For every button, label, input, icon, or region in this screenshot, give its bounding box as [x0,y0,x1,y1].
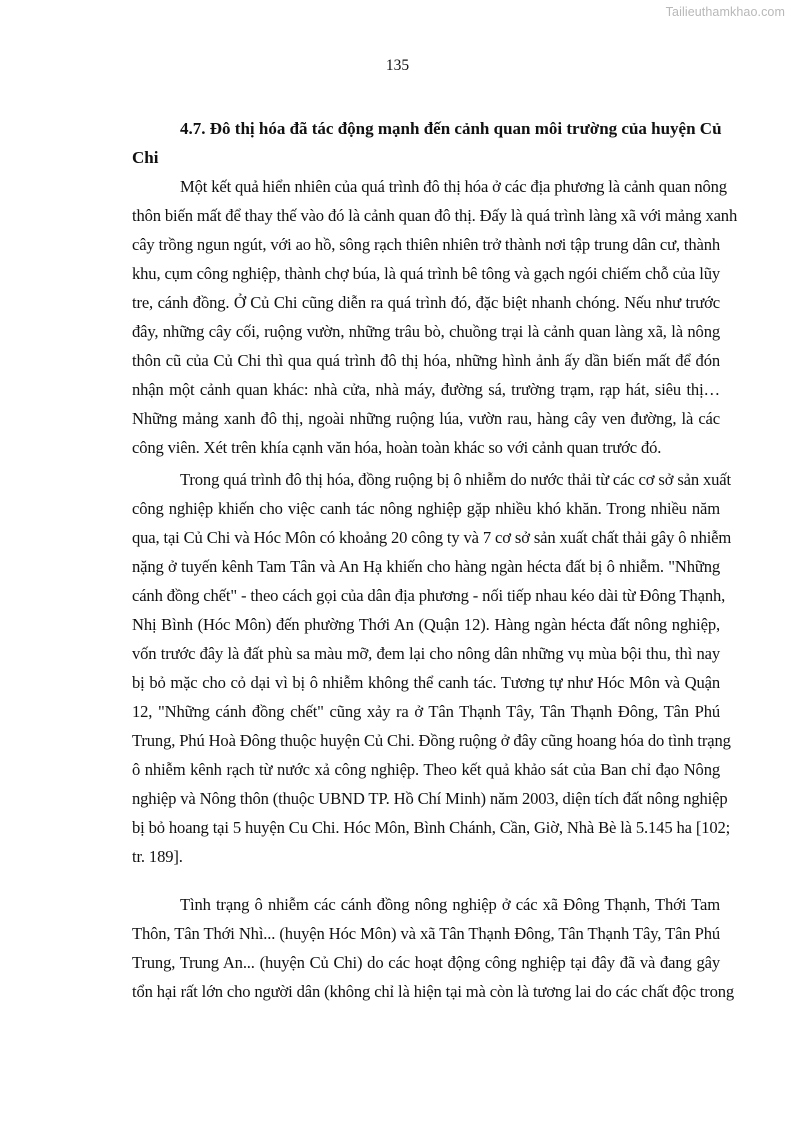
text-line: nhận một cảnh quan khác: nhà cửa, nhà máy, đường sá, trường trạm, rạp hát, siêu thị… [132,380,720,399]
text-line: thôn biến mất để thay thế vào đó là cảnh quan đô thị. Đấy là quá trình làng xã với mảng xanh [132,206,738,225]
text-line: vốn trước đây là đất phù sa màu mỡ, đem lại cho nông dân những vụ mùa bội thu, thì nay [132,644,720,663]
text-line: tổn hại rất lớn cho người dân (không chỉ là hiện tại mà còn là tương lai do các chất độc trong [132,982,735,1001]
text-line: Trung, Phú Hoà Đông thuộc huyện Củ Chi. Đồng ruộng ở đây cũng hoang hóa do tình trạng [132,731,731,750]
watermark: Tailieuthamkhao.com [665,5,785,19]
heading-line: Chi [132,148,159,167]
text-line: nghiệp và Nông thôn (thuộc UBND TP. Hồ Chí Minh) năm 2003, diện tích đất nông nghiệp [132,789,728,808]
text-line: Nhị Bình (Hóc Môn) đến phường Thới An (Quận 12). Hàng ngàn hécta đất nông nghiệp, [132,615,720,634]
text-line: bị bỏ mặc cho cỏ dại vì bị ô nhiễm không thể canh tác. Tương tự như Hóc Môn và Quận [132,673,720,692]
text-line: công nghiệp khiến cho việc canh tác nông nghiệp gặp nhiều khó khăn. Trong nhiều năm [132,499,720,518]
text-line: bị bỏ hoang tại 5 huyện Cu Chi. Hóc Môn, Bình Chánh, Cần, Giờ, Nhà Bè là 5.145 ha [102; [132,818,731,837]
text-line: Một kết quả hiển nhiên của quá trình đô thị hóa ở các địa phương là cảnh quan nông [180,177,727,196]
text-line: ô nhiễm kênh rạch từ nước xả công nghiệp. Theo kết quả khảo sát của Ban chỉ đạo Nông [132,760,720,779]
text-line: tre, cánh đồng. Ở Củ Chi cũng diễn ra quá trình đó, đặc biệt nhanh chóng. Nếu như trước [132,293,720,312]
text-line: Tình trạng ô nhiễm các cánh đồng nông nghiệp ở các xã Đông Thạnh, Thới Tam [180,895,720,914]
page-number: 135 [385,57,410,74]
text-line: cánh đồng chết" - theo cách gọi của dân địa phương - nối tiếp nhau kéo dài từ Đông Thạnh, [132,586,726,605]
text-line: qua, tại Củ Chi và Hóc Môn có khoảng 20 công ty và 7 cơ sở sản xuất chất thải gây ô nhiễm [132,528,732,547]
text-line: đây, những cây cối, ruộng vườn, những trâu bò, chuồng trại là cảnh quan làng xã, là nông [132,322,720,341]
text-line: 12, "Những cánh đồng chết" cũng xảy ra ở Tân Thạnh Tây, Tân Thạnh Đông, Tân Phú [132,702,720,721]
text-line: Trung, Trung An... (huyện Củ Chi) do các hoạt động công nghiệp tại đây đã và đang gây [132,953,720,972]
text-line: nặng ở tuyến kênh Tam Tân và An Hạ khiến cho hàng ngàn hécta đất bị ô nhiễm. "Những [132,557,720,576]
text-line: tr. 189]. [132,847,183,866]
text-line: Thôn, Tân Thới Nhì... (huyện Hóc Môn) và xã Tân Thạnh Đông, Tân Thạnh Tây, Tân Phú [132,924,720,943]
text-line: khu, cụm công nghiệp, thành chợ búa, là quá trình bê tông và gạch ngói chiếm chỗ của lũy [132,264,720,283]
text-line: Những mảng xanh đô thị, ngoài những ruộng lúa, vườn rau, hàng cây ven đường, là các [132,409,720,428]
heading-line: 4.7. Đô thị hóa đã tác động mạnh đến cảnh quan môi trường của huyện Củ [180,119,722,138]
text-line: công viên. Xét trên khía cạnh văn hóa, hoàn toàn khác so với cảnh quan trước đó. [132,438,662,457]
text-line: cây trồng ngun ngút, với ao hồ, sông rạch thiên nhiên trở thành nơi tập trung dân cư, thành [132,235,721,254]
text-line: thôn cũ của Củ Chi thì qua quá trình đô thị hóa, những hình ảnh ấy dần biến mất để đón [132,351,720,370]
text-line: Trong quá trình đô thị hóa, đồng ruộng bị ô nhiễm do nước thải từ các cơ sở sản xuất [180,470,731,489]
